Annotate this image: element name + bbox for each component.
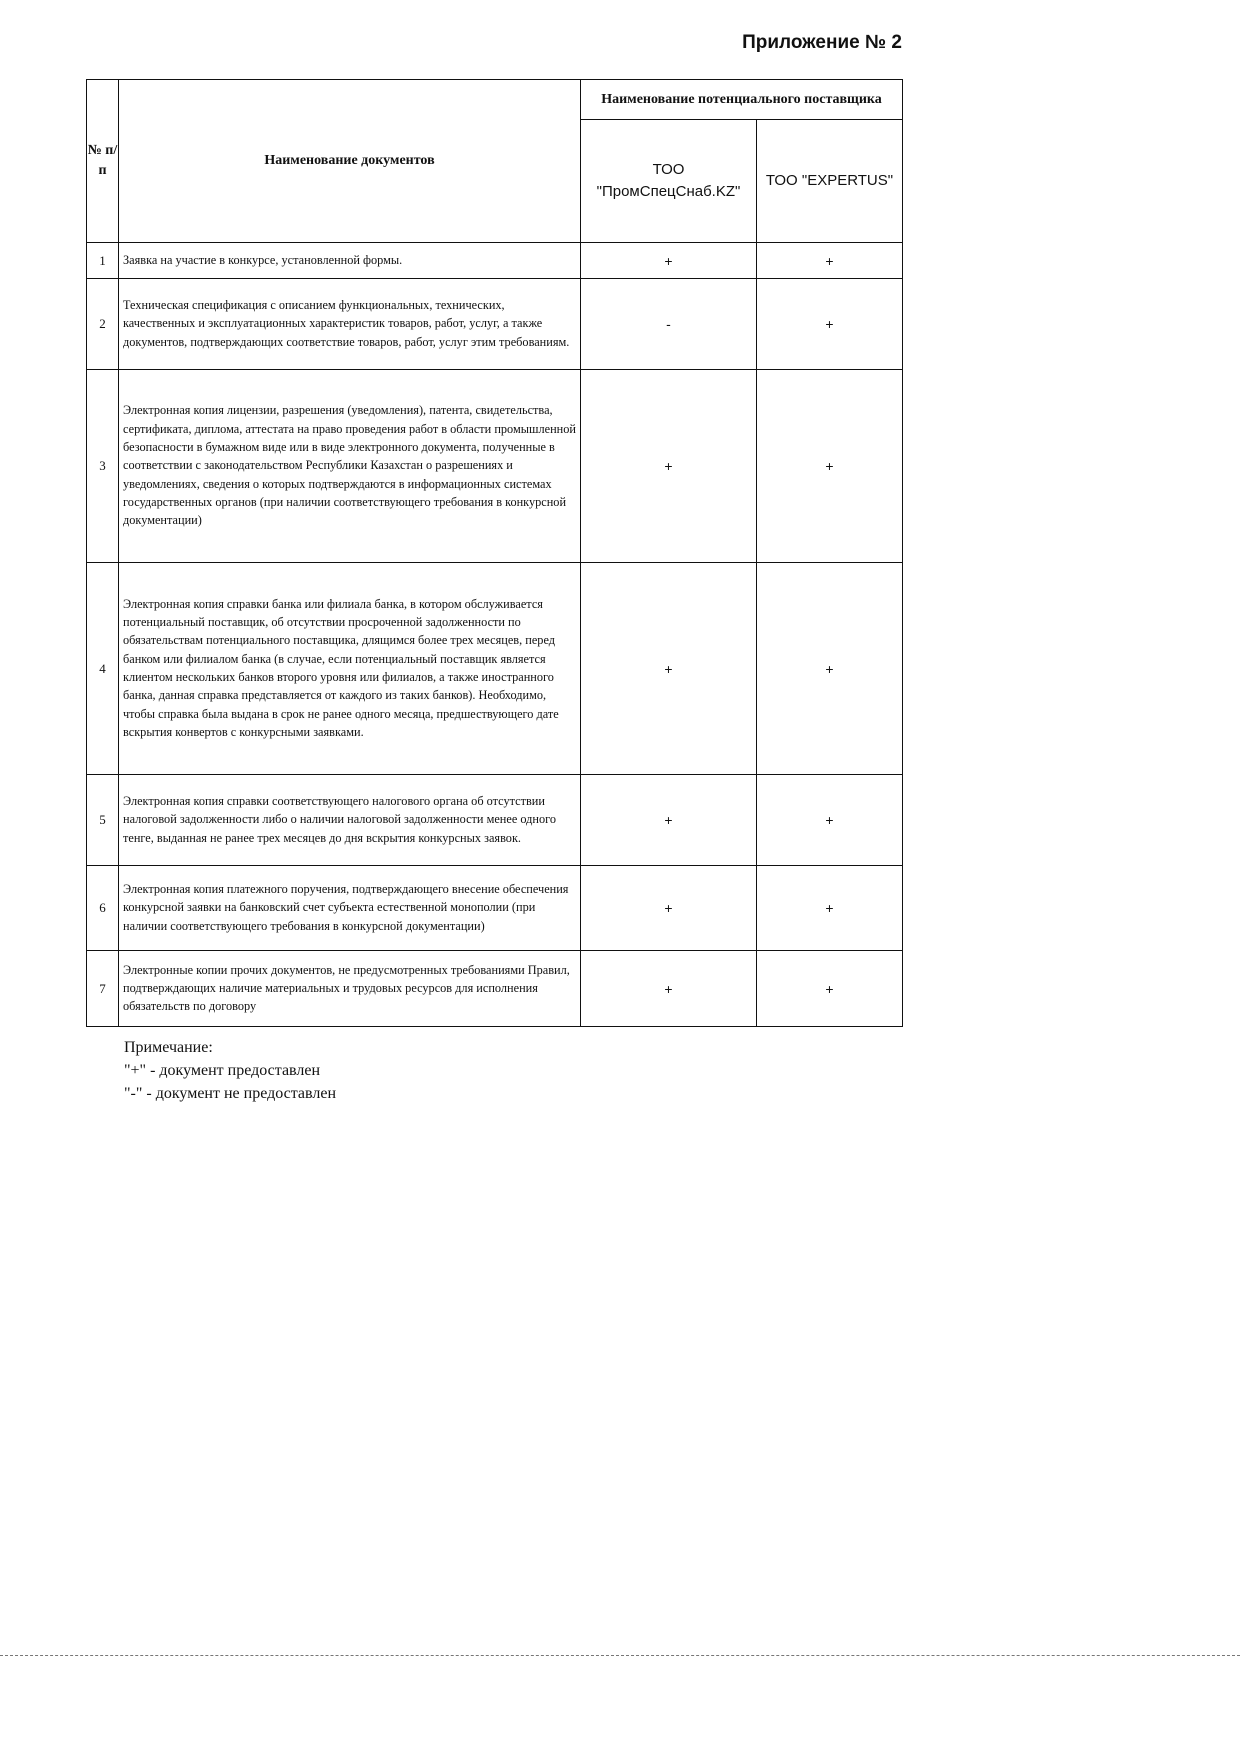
scan-divider-line — [0, 1655, 1240, 1656]
documents-table — [86, 79, 903, 1027]
row-number: 3 — [87, 370, 119, 563]
table-row — [87, 563, 903, 775]
row-number: 6 — [87, 866, 119, 951]
row-mark-supplier-2: + — [757, 866, 903, 951]
header-documents: Наименование документов — [119, 80, 581, 243]
note-minus-meaning: "-" - документ не предоставлен — [124, 1085, 337, 1102]
row-mark-supplier-1: + — [581, 951, 757, 1027]
row-number: 2 — [87, 279, 119, 370]
row-mark-supplier-2: + — [757, 243, 903, 279]
table-row — [87, 370, 903, 563]
note-plus-meaning: "+" - документ предоставлен — [124, 1062, 321, 1079]
row-document: Электронная копия платежного поручения, подтверждающего внесение обеспечения конкурсной заявки на банковский счет субъекта естественной монополии (при наличии соответствующего требования в конкурсной документации) — [119, 866, 581, 951]
row-mark-supplier-2: + — [757, 563, 903, 775]
row-mark-supplier-1: + — [581, 370, 757, 563]
table-row — [87, 775, 903, 866]
row-document: Техническая спецификация с описанием функциональных, технических, качественных и эксплуатационных характеристик товаров, работ, услуг, а также документов, подтверждающих соответствие товаров, работ, услуг этим требованиям. — [119, 279, 581, 370]
row-mark-supplier-1: + — [581, 563, 757, 775]
row-document: Электронные копии прочих документов, не предусмотренных требованиями Правил, подтверждающих наличие материальных и трудовых ресурсов для исполнения обязательств по договору — [119, 951, 581, 1027]
row-document: Заявка на участие в конкурсе, установленной формы. — [119, 243, 581, 279]
table-row — [87, 243, 903, 279]
table-row — [87, 866, 903, 951]
row-mark-supplier-2: + — [757, 370, 903, 563]
row-mark-supplier-1: + — [581, 775, 757, 866]
row-mark-supplier-1: - — [581, 279, 757, 370]
appendix-title: Приложение № 2 — [742, 32, 902, 53]
header-number: № п/п — [87, 80, 119, 243]
row-document: Электронная копия справки соответствующего налогового органа об отсутствии налоговой задолженности либо о наличии налоговой задолженности менее одного тенге, выданная не ранее трех месяцев до дня вскрытия конкурсных заявок. — [119, 775, 581, 866]
table-row — [87, 279, 903, 370]
row-number: 4 — [87, 563, 119, 775]
row-mark-supplier-1: + — [581, 243, 757, 279]
header-supplier-group: Наименование потенциального поставщика — [581, 80, 903, 120]
legend-note — [124, 1036, 524, 1105]
row-mark-supplier-1: + — [581, 866, 757, 951]
row-number: 7 — [87, 951, 119, 1027]
header-supplier-2: ТОО "EXPERTUS" — [757, 120, 903, 243]
row-document: Электронная копия лицензии, разрешения (уведомления), патента, свидетельства, сертификата, диплома, аттестата на право проведения работ в области промышленной безопасности в бумажном виде или в виде электронного документа, полученные в соответствии с законодательством Республики Казахстан о разрешениях и уведомлениях, сведения о которых подтверждаются в информационных системах государственных органов (при наличии соответствующего требования в конкурсной документации) — [119, 370, 581, 563]
row-mark-supplier-2: + — [757, 951, 903, 1027]
row-mark-supplier-2: + — [757, 775, 903, 866]
table-row — [87, 951, 903, 1027]
row-number: 5 — [87, 775, 119, 866]
row-document: Электронная копия справки банка или филиала банка, в котором обслуживается потенциальный поставщик, об отсутствии просроченной задолженности по обязательствам потенциального поставщика, длящимся более трех месяцев, перед банком или филиалом банка (в случае, если потенциальный поставщик является клиентом нескольких банков второго уровня или филиалов, а также иностранного банка, данная справка представляется от каждого из таких банков). Необходимо, чтобы справка была выдана в срок не ранее одного месяца, предшествующего дате вскрытия конвертов с конкурсными заявками. — [119, 563, 581, 775]
note-title: Примечание: — [124, 1039, 213, 1056]
row-number: 1 — [87, 243, 119, 279]
header-supplier-1: ТОО "ПромСпецСнаб.KZ" — [581, 120, 757, 243]
row-mark-supplier-2: + — [757, 279, 903, 370]
